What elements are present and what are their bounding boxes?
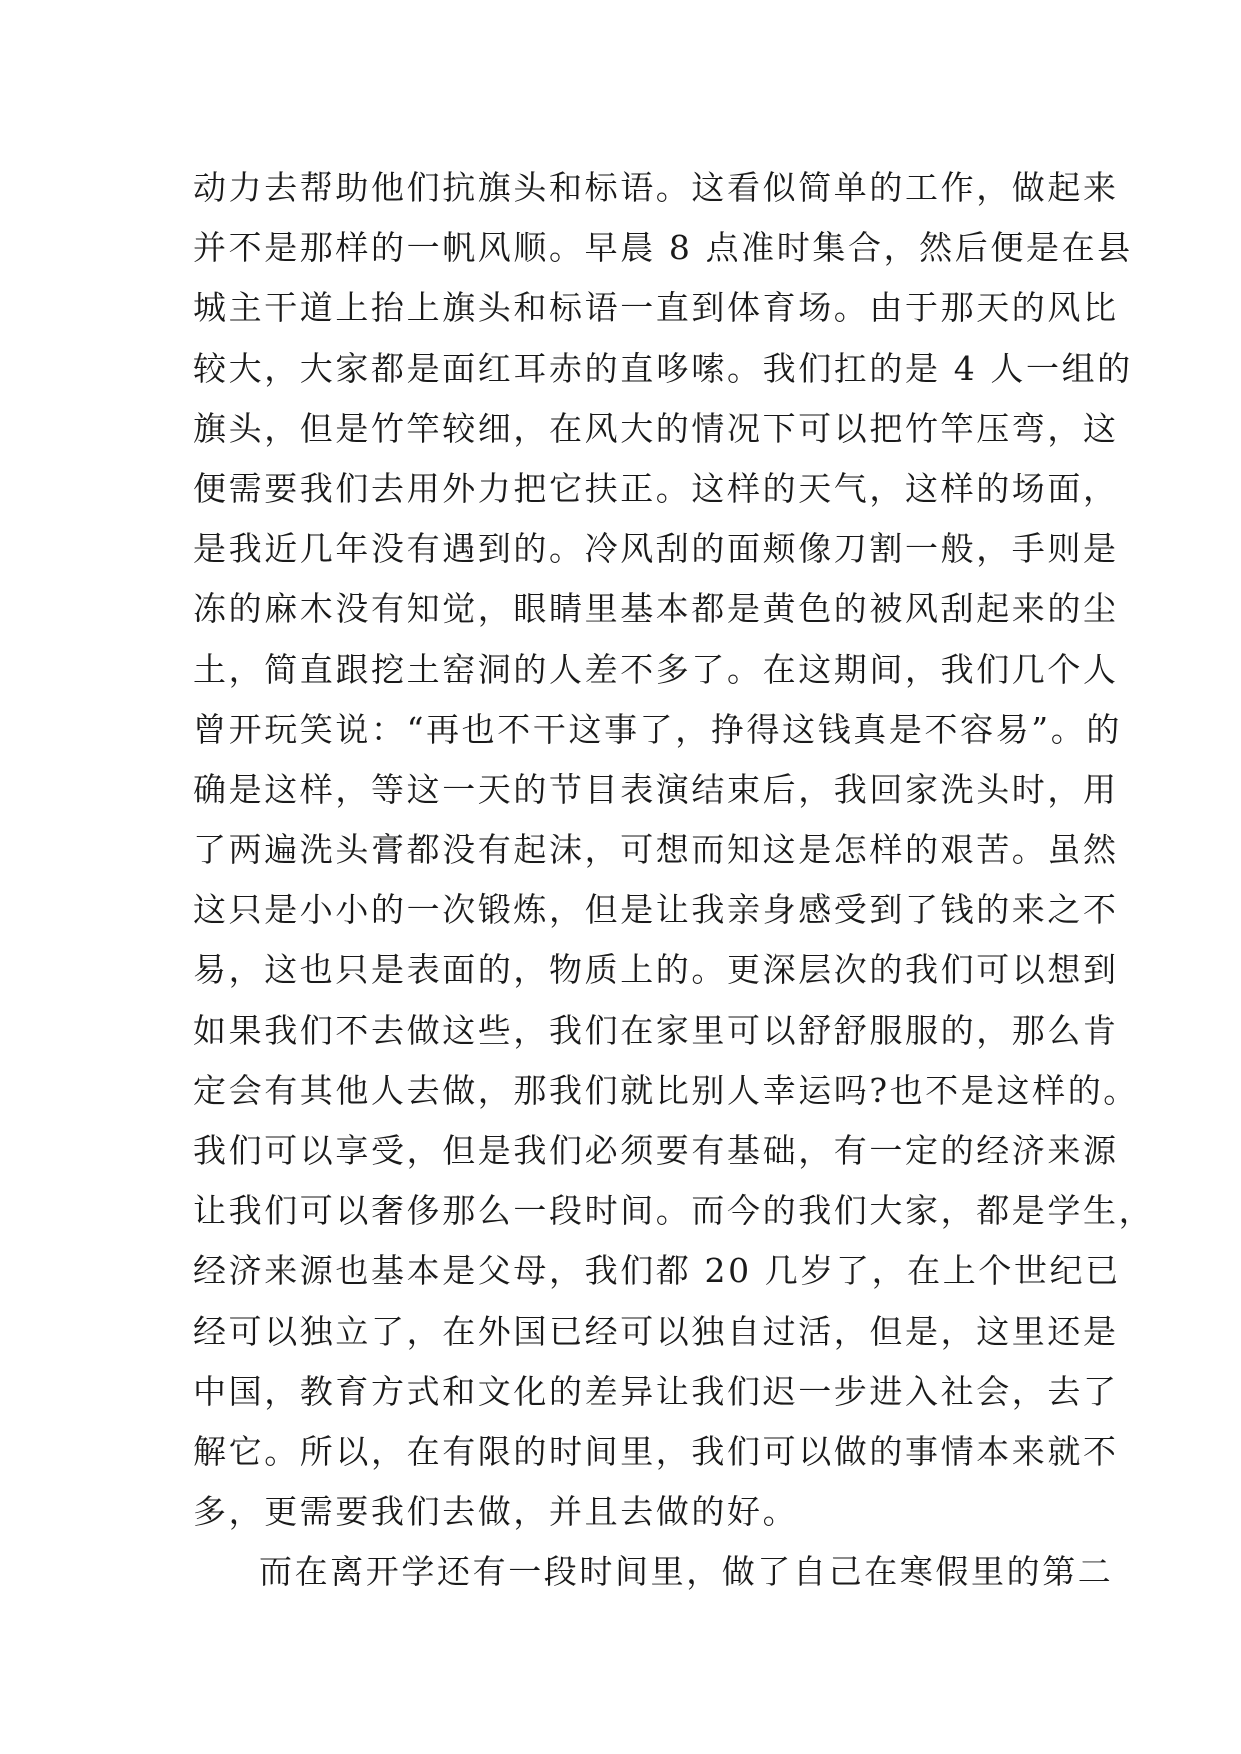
body-text [193,158,1155,1603]
text-line: 易，这也只是表面的，物质上的。更深层次的我们可以想到 [193,950,1119,990]
text-line: 如果我们不去做这些，我们在家里可以舒舒服服的，那么肯 [193,1010,1119,1050]
text-line: 让我们可以奢侈那么一段时间。而今的我们大家，都是学生， [193,1191,1155,1231]
text-line: 经可以独立了，在外国已经可以独自过活，但是，这里还是 [193,1311,1119,1351]
text-line: 中国，教育方式和文化的差异让我们迟一步进入社会，去了 [193,1371,1119,1411]
text-line: 并不是那样的一帆风顺。早晨 8 点准时集合，然后便是在县 [193,228,1133,268]
text-line: 多，更需要我们去做，并且去做的好。 [193,1492,799,1532]
text-line: 便需要我们去用外力把它扶正。这样的天气，这样的场面， [193,468,1119,508]
text-line: 定会有其他人去做，那我们就比别人幸运吗?也不是这样的。 [193,1070,1139,1110]
text-line: 动力去帮助他们抗旗头和标语。这看似简单的工作，做起来 [193,168,1119,207]
text-line: 土，简直跟挖土窑洞的人差不多了。在这期间，我们几个人 [193,649,1119,689]
text-line: 是我近几年没有遇到的。冷风刮的面颊像刀割一般，手则是 [193,529,1119,569]
text-line: 我们可以享受，但是我们必须要有基础，有一定的经济来源 [193,1131,1119,1170]
paragraph-first-line: 而在离开学还有一段时间里，做了自己在寒假里的第二 [259,1552,1114,1592]
text-line: 冻的麻木没有知觉，眼睛里基本都是黄色的被风刮起来的尘 [193,589,1119,629]
text-line: 确是这样，等这一天的节目表演结束后，我回家洗头时，用 [193,769,1119,809]
text-line: 较大，大家都是面红耳赤的直哆嗦。我们扛的是 4 人一组的 [193,348,1133,388]
text-line: 曾开玩笑说：“再也不干这事了，挣得这钱真是不容易”。的 [193,709,1122,749]
text-line: 了两遍洗头膏都没有起沫，可想而知这是怎样的艰苦。虽然 [193,830,1119,870]
text-line: 城主干道上抬上旗头和标语一直到体育场。由于那天的风比 [193,288,1119,328]
text-line: 这只是小小的一次锻炼，但是让我亲身感受到了钱的来之不 [193,890,1119,930]
text-line: 旗头，但是竹竿较细，在风大的情况下可以把竹竿压弯，这 [193,408,1119,448]
text-line: 解它。所以，在有限的时间里，我们可以做的事情本来就不 [193,1431,1119,1471]
text-line: 经济来源也基本是父母，我们都 20 几岁了，在上个世纪已 [193,1251,1121,1291]
